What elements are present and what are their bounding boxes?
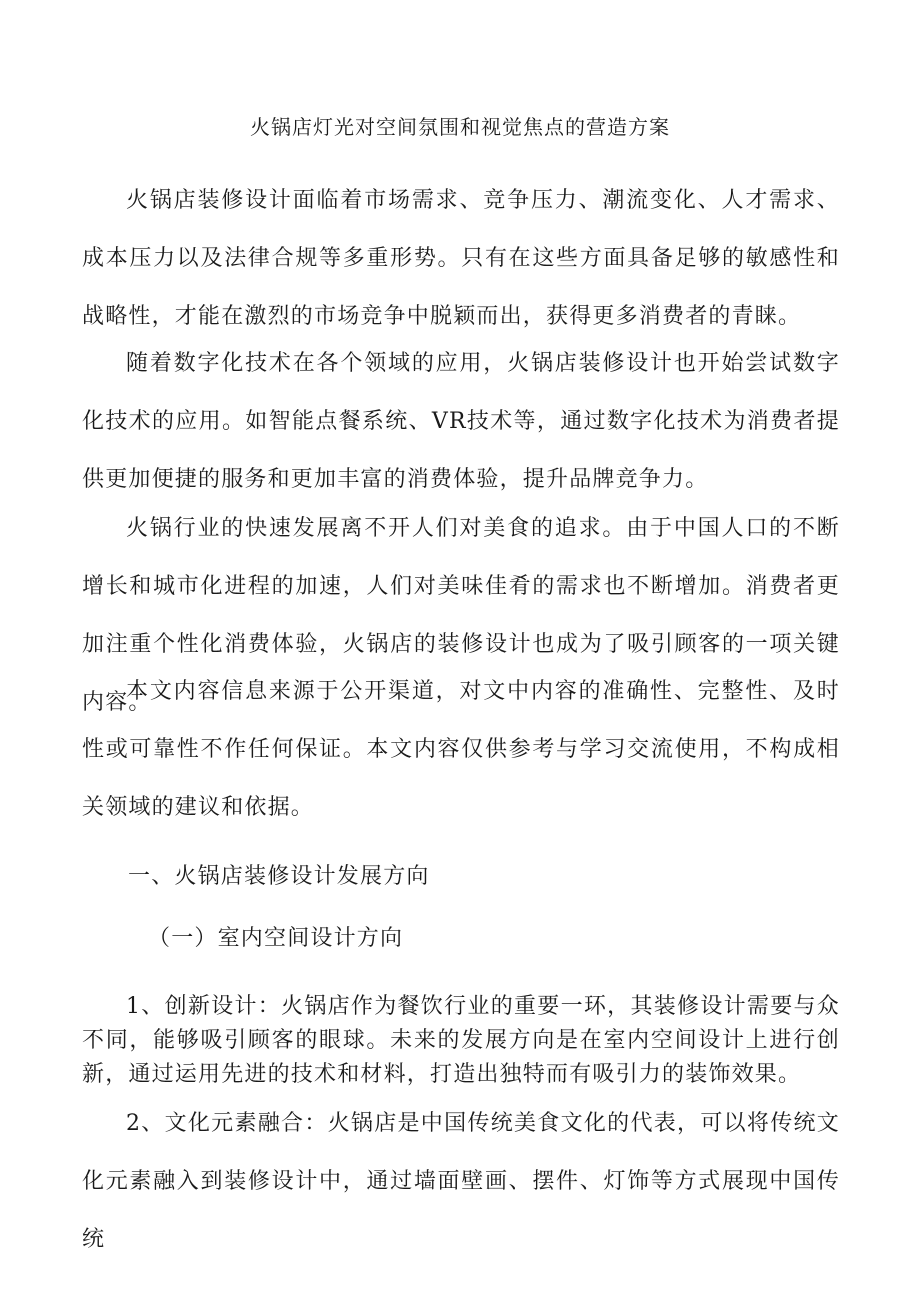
document-title: 火锅店灯光对空间氛围和视觉焦点的营造方案	[250, 115, 670, 139]
paragraph-intro: 火锅店装修设计面临着市场需求、竞争压力、潮流变化、人才需求、成本压力以及法律合规等多重形势。只有在这些方面具备足够的敏感性和战略性，才能在激烈的市场竞争中脱颖而出，获得更多消费者的青睐。	[82, 188, 840, 329]
list-item-innovation: 1、创新设计：火锅店作为餐饮行业的重要一环，其装修设计需要与众不同，能够吸引顾客的眼球。未来的发展方向是在室内空间设计上进行创新，通过运用先进的技术和材料，打造出独特而有吸引力的装饰效果。	[82, 994, 840, 1087]
subsection-heading: （一）室内空间设计方向	[148, 926, 404, 951]
list-item-culture: 2、文化元素融合：火锅店是中国传统美食文化的代表，可以将传统文化元素融入到装修设计中，通过墙面壁画、摆件、灯饰等方式展现中国传统	[82, 1111, 840, 1252]
paragraph-industry: 火锅行业的快速发展离不开人们对美食的追求。由于中国人口的不断增长和城市化进程的加速，人们对美味佳肴的需求也不断增加。消费者更加注重个性化消费体验，火锅店的装修设计也成为了吸引顾客的一项关键内容。	[82, 516, 840, 715]
paragraph-disclaimer: 本文内容信息来源于公开渠道，对文中内容的准确性、完整性、及时性或可靠性不作任何保证。本文内容仅供参考与学习交流使用，不构成相关领域的建议和依据。	[82, 679, 840, 820]
paragraph-digital: 随着数字化技术在各个领域的应用，火锅店装修设计也开始尝试数字化技术的应用。如智能点餐系统、VR技术等，通过数字化技术为消费者提供更加便捷的服务和更加丰富的消费体验，提升品牌竞争力。	[82, 351, 840, 492]
section-heading: 一、火锅店装修设计发展方向	[128, 864, 430, 889]
